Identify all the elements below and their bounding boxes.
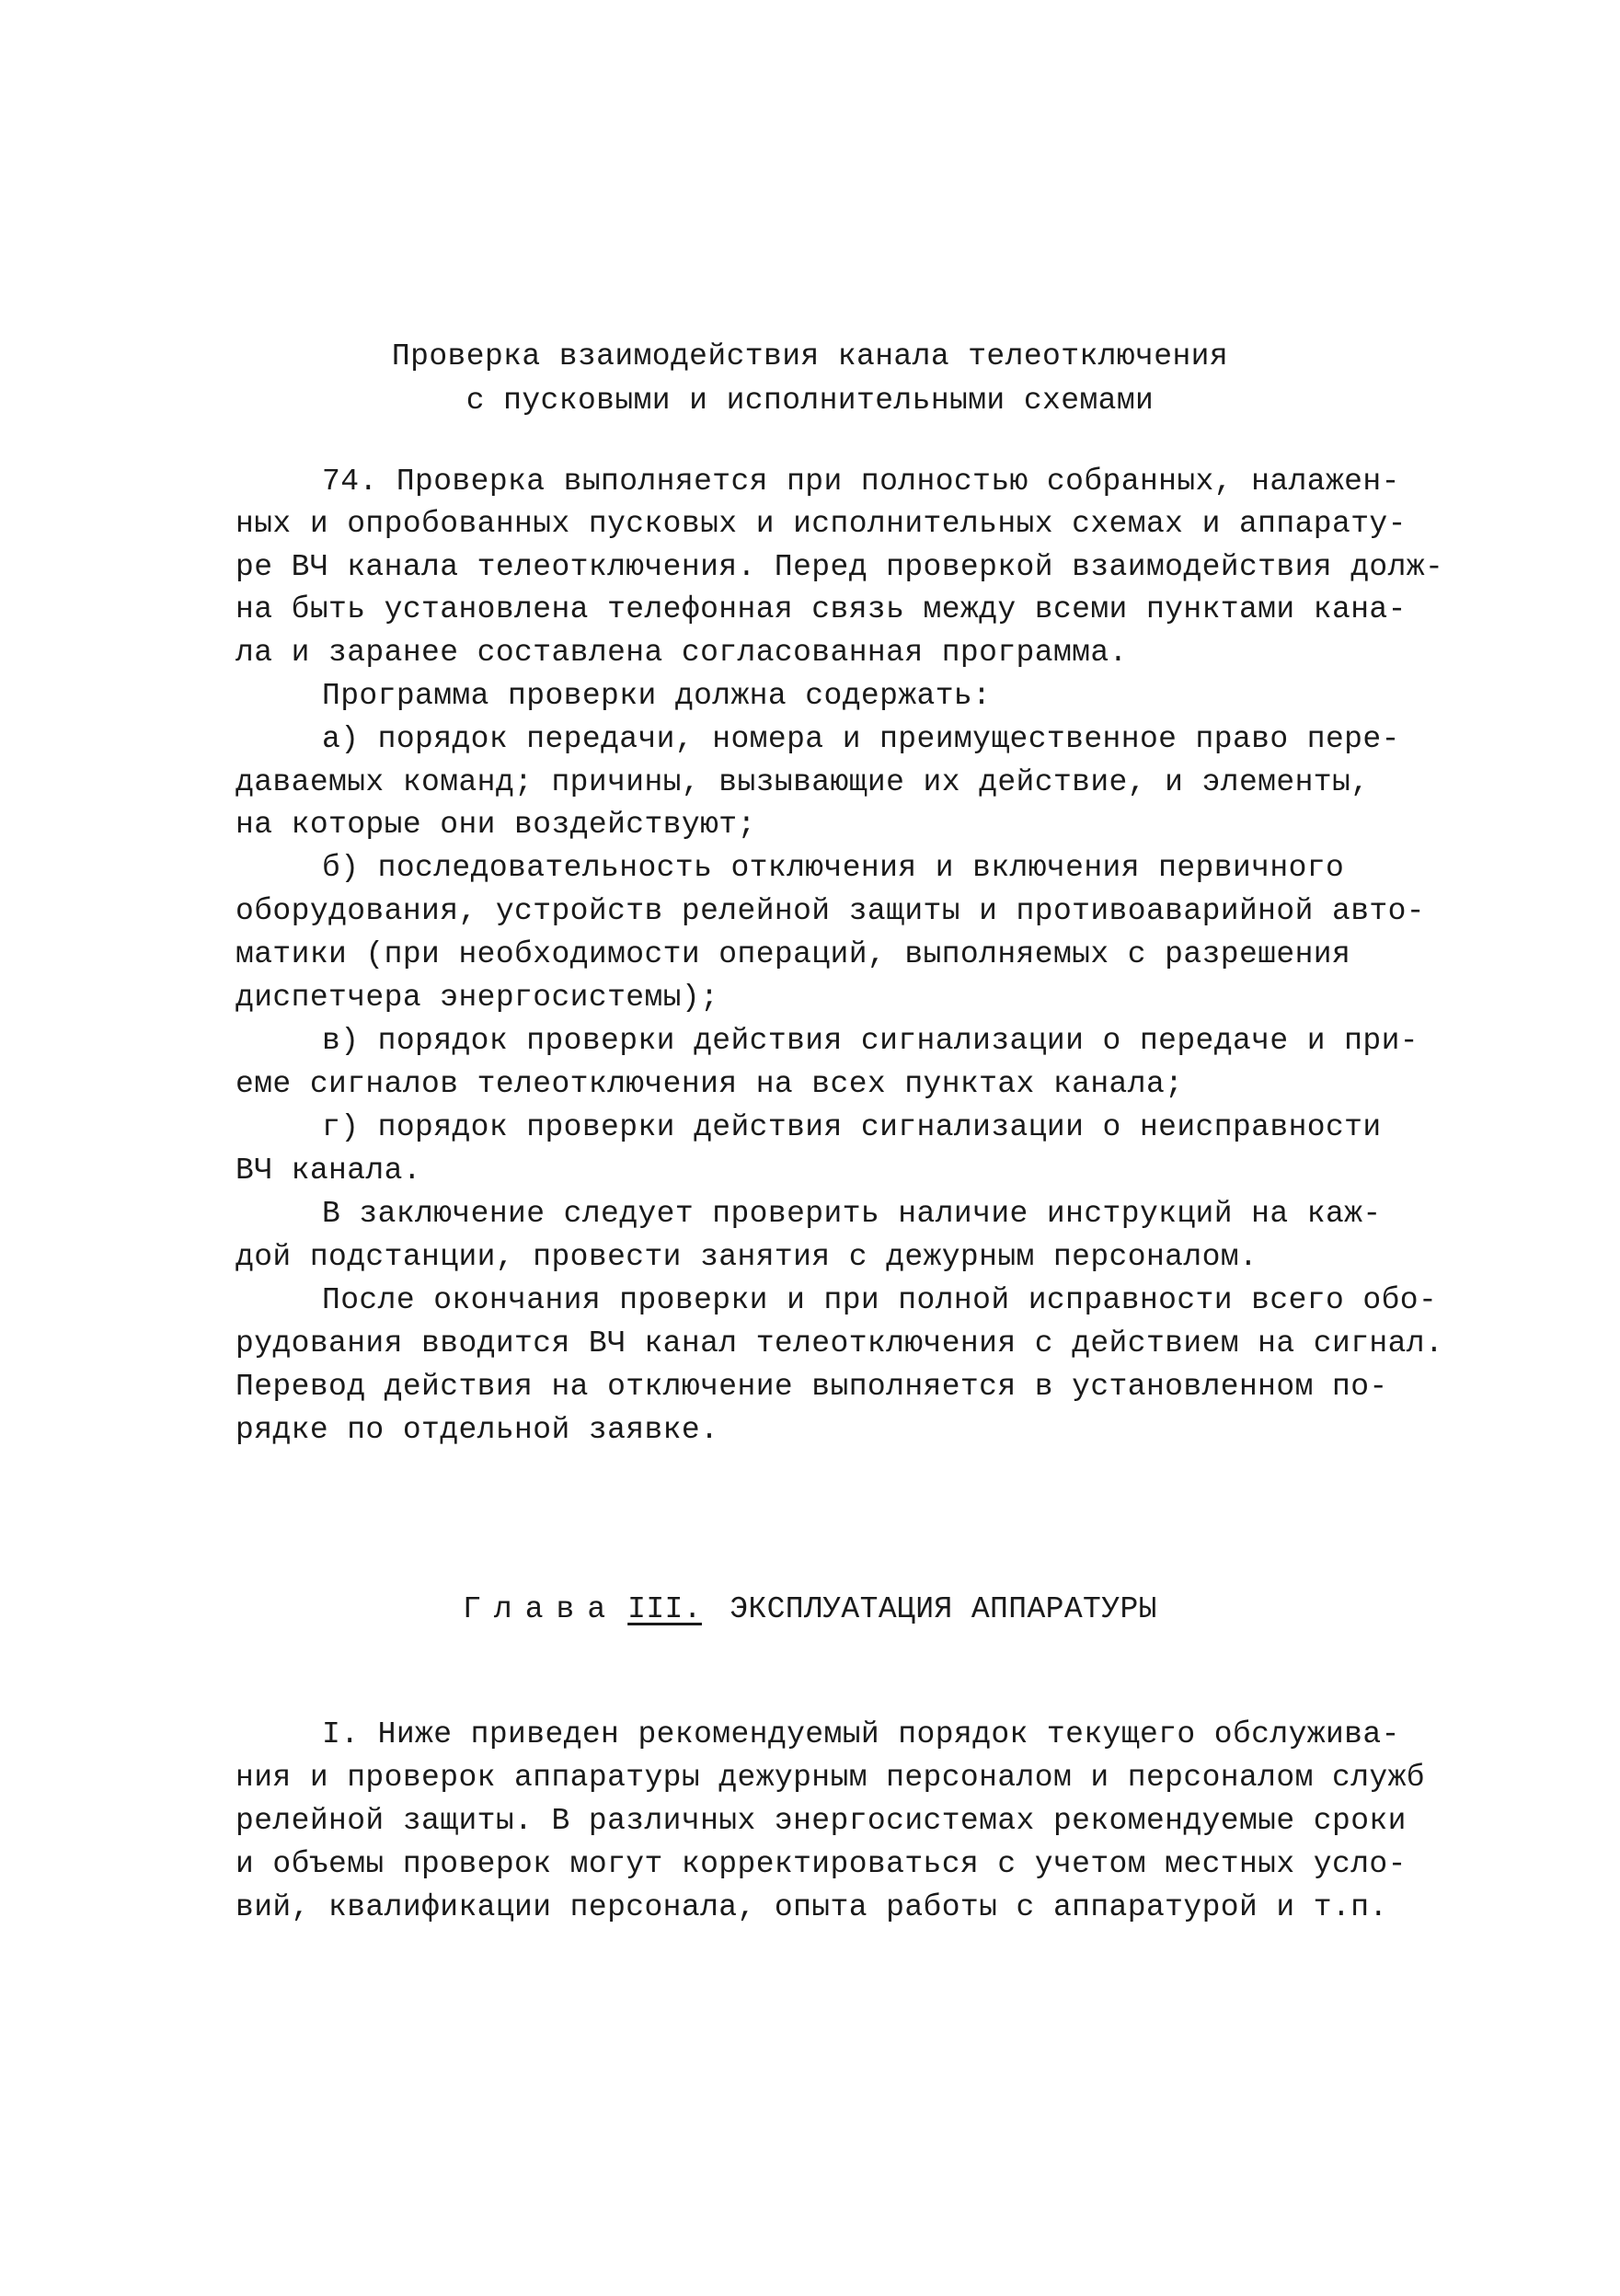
chapter-heading — [0, 1591, 1620, 1628]
text-line: на быть установлена телефонная связь между всеми пунктами кана- — [236, 592, 1407, 626]
text-line: диспетчера энергосистемы); — [236, 981, 719, 1015]
text-line: в) порядок проверки действия сигнализации о передаче и при- — [322, 1024, 1419, 1058]
text-line: В заключение следует проверить наличие инструкций на каж- — [322, 1197, 1382, 1231]
text-line: оборудования, устройств релейной защиты и противоаварийной авто- — [236, 894, 1426, 928]
text-line: 74. Проверка выполняется при полностью собранных, налажен- — [322, 465, 1400, 499]
text-line: рудования вводится ВЧ канал телеотключения с действием на сигнал. — [236, 1326, 1444, 1360]
text-line: ных и опробованных пусковых и исполнительных схемах и аппарату- — [236, 507, 1407, 541]
section-title-line-2: с пусковыми и исполнительными схемами — [465, 384, 1155, 418]
text-line: даваемых команд; причины, вызывающие их действие, и элементы, — [236, 765, 1370, 799]
text-line: ния и проверок аппаратуры дежурным персоналом и персоналом служб — [236, 1761, 1426, 1795]
text-line: рядке по отдельной заявке. — [236, 1413, 719, 1447]
chapter-title: ЭКСПЛУАТАЦИЯ АППАРАТУРЫ — [730, 1592, 1157, 1626]
text-line: дой подстанции, провести занятия с дежурным персоналом. — [236, 1240, 1258, 1274]
text-line: После окончания проверки и при полной исправности всего обо- — [322, 1283, 1438, 1317]
section-title-line-1: Проверка взаимодействия канала телеотключения — [391, 339, 1229, 373]
text-line: матики (при необходимости операций, выполняемых с разрешения — [236, 937, 1351, 971]
text-line: Перевод действия на отключение выполняется в установленном по- — [236, 1370, 1388, 1404]
chapter-numeral: III. — [627, 1592, 702, 1626]
text-line: б) последовательность отключения и включения первичного — [322, 851, 1345, 885]
text-line: а) порядок передачи, номера и преимущественное право пере- — [322, 722, 1400, 756]
text-line: релейной защиты. В различных энергосистемах рекомендуемые сроки — [236, 1804, 1407, 1838]
text-line: вий, квалификации персонала, опыта работы с аппаратурой и т.п. — [236, 1890, 1388, 1924]
text-line: и объемы проверок могут корректироваться с учетом местных усло- — [236, 1847, 1407, 1881]
text-line: на которые они воздействуют; — [236, 808, 756, 842]
text-line: ла и заранее составлена согласованная программа. — [236, 636, 1128, 670]
text-line: г) порядок проверки действия сигнализации о неисправности — [322, 1110, 1382, 1144]
text-line: еме сигналов телеотключения на всех пунктах канала; — [236, 1067, 1184, 1101]
text-line: Программа проверки должна содержать: — [322, 679, 992, 713]
text-line: I. Ниже приведен рекомендуемый порядок текущего обслужива- — [322, 1717, 1400, 1751]
chapter-word: Глава — [463, 1592, 619, 1626]
text-line: ВЧ канала. — [236, 1154, 422, 1188]
text-line: ре ВЧ канала телеотключения. Перед проверкой взаимодействия долж- — [236, 550, 1444, 584]
